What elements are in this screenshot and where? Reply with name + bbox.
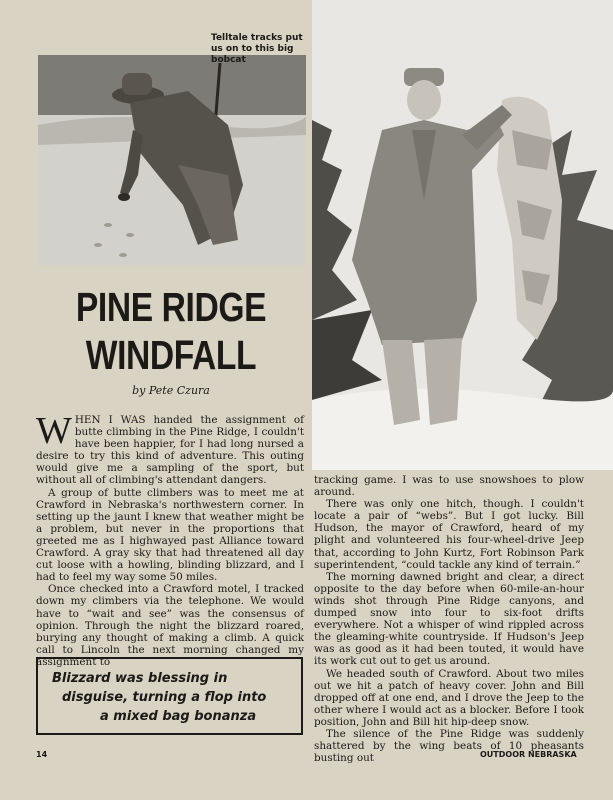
magazine-name: OUTDOOR NEBRASKA (480, 750, 577, 759)
pull-quote-box (36, 657, 303, 735)
pull-quote-line-1: Blizzard was blessing in (52, 671, 228, 686)
photo-caption: Telltale tracks put us on to this big bobcat (211, 33, 303, 65)
paragraph-3: Once checked into a Crawford motel, I tracked down my climbers via the telephone. We would have to “wait and see” was the consensus of opinion. Through the night the blizzard roared, burying any thought of making a climb. A quick call to Lincoln the next morning changed my assignment to (36, 583, 304, 668)
byline: by Pete Czura (132, 384, 210, 397)
page-number: 14 (36, 750, 48, 759)
drop-cap: W (36, 410, 72, 452)
headline-line-2: WINDFALL (85, 332, 257, 378)
paragraph-4: tracking game. I was to use snowshoes to plow around. (314, 474, 584, 499)
pull-quote-line-3: a mixed bag bonanza (100, 709, 257, 724)
paragraph-6: The morning dawned bright and clear, a direct opposite to the day before when 60-mile-an-hour winds shot through Pine Ridge canyons, and dumped snow into four to six-foot drifts everywhere. Not a whisper of wind rippled across the gleaming-white countryside. If Hudson's Jeep was as good as it had been touted, it would have its work cut out to get us around. (314, 570, 584, 668)
headline-line-1: PINE RIDGE (75, 284, 267, 330)
paragraph-2: A group of butte climbers was to meet me at Crawford in Nebraska's northwestern corner. In setting up the jaunt I knew that weather might be a problem, but never in the proportions that greeted me as I highwayed past Alliance toward Crawford. A gray sky that had threatened all day cut loose with a howling, blinding blizzard, and I had to feel my way some 50 miles. (36, 486, 304, 584)
tracks-photo-art (38, 55, 306, 265)
paragraph-8: The silence of the Pine Ridge was suddenly shattered by the wing beats of 10 pheasants busting out (314, 727, 584, 765)
right-column (314, 474, 584, 764)
bobcat-photo (312, 0, 613, 470)
tracks-photo (38, 55, 306, 265)
paragraph-7: We headed south of Crawford. About two miles out we hit a patch of heavy cover. John and Bill dropped off at one end, and I drove the Jeep to the other where I would act as a blocker. Before I took position, John and Bill hit hip-deep snow. (314, 667, 584, 728)
article-headline (64, 283, 279, 379)
bobcat-photo-art (312, 0, 613, 470)
paragraph-1-text: HEN I WAS handed the assignment of butte climbing in the Pine Ridge, I couldn't have been happier, for I had long nursed a desire to try this kind of adventure. This outing would give me a sampling of the sport, but without all of climbing's attendant dangers. (36, 414, 304, 487)
left-column (36, 410, 304, 668)
paragraph-1 (36, 410, 304, 487)
paragraph-5: There was only one hitch, though. I couldn't locate a pair of “webs”. But I got lucky. Bill Hudson, the mayor of Crawford, heard of my plight and volunteered his four-wheel-drive Jeep that, according to John Kurtz, Fort Robinson Park superintendent, “could tackle any kind of terrain.” (314, 498, 584, 571)
pull-quote-line-2: disguise, turning a flop into (62, 690, 267, 705)
